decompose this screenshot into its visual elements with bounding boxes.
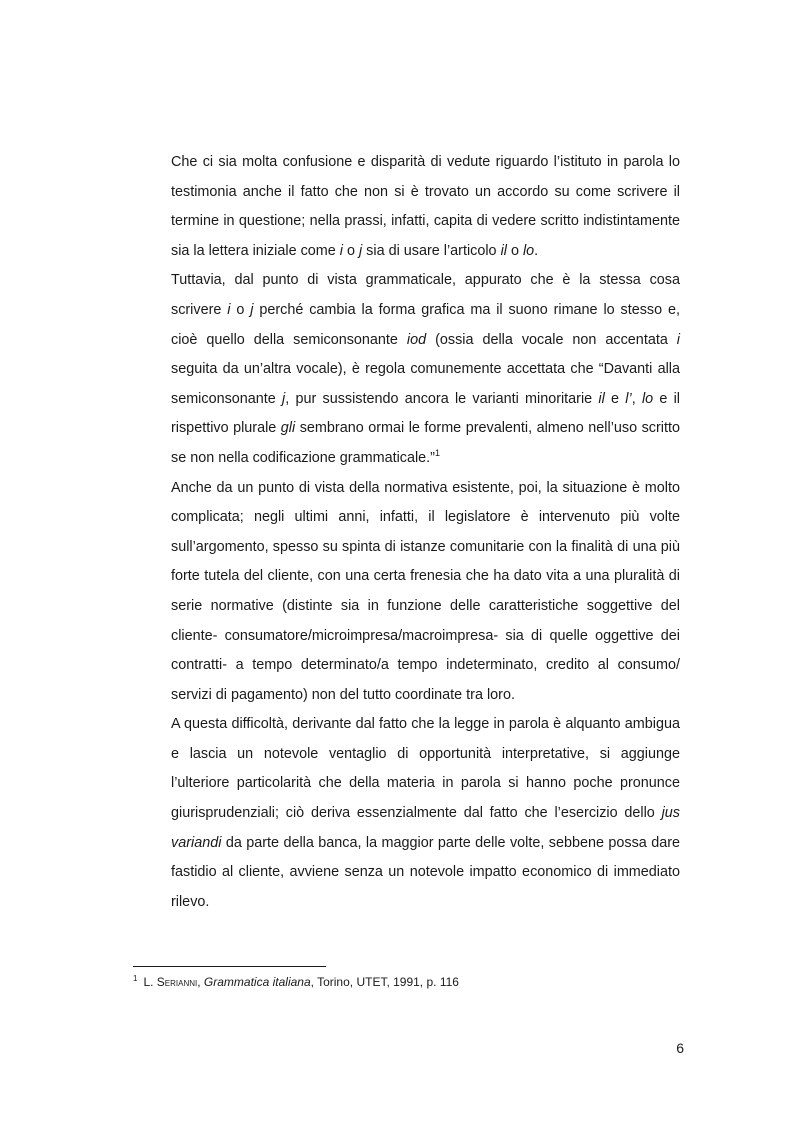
footnote-reference: 1 [434,447,440,458]
italic-term: i [339,242,343,259]
text-segment: o [342,242,359,259]
paragraph [171,710,680,917]
footnote-separator-comma: , [197,975,204,989]
italic-term: il [500,242,507,259]
text-segment: e il rispettivo plurale [171,390,681,437]
italic-term: j [250,301,254,318]
text-segment: Anche da un punto di vista della normativa esistente, poi, la situazione è molto complicata; negli ultimi anni, infatti, il legislatore è intervenuto più volte sull’argomento, spesso su spinta di istanze comunitarie con la finalità di una più forte tutela del cliente, con una certa frenesia che ha dato vita a una pluralità di serie normative (distinte sia in funzione delle caratteristiche soggettive del cliente- consumatore/microimpresa/macroimpresa- sia di quelle oggettive dei contratti- a tempo determinato/a tempo indeterminato, credito al consumo/ servizi di pagamento) non del tutto coordinate tra loro. [171,479,680,703]
text-segment: da parte della banca, la maggior parte delle volte, sebbene possa dare fastidio al cliente, avviene senza un notevole impatto economico di immediato rilevo. [171,834,680,910]
footnote-author-surname: Serianni [156,975,198,989]
footnote-separator [133,966,326,967]
text-segment: , pur sussistendo ancora le varianti minoritarie [285,390,599,407]
italic-term: lo [641,390,654,407]
footnote-details: , Torino, UTET, 1991, p. 116 [310,975,459,989]
italic-term: i [227,301,231,318]
text-segment: , [631,390,642,407]
italic-term: iod [406,331,427,348]
text-segment: sembrano ormai le forme prevalenti, almeno nell’uso scritto se non nella codificazione grammaticale.” [171,420,680,466]
text-segment: Che ci sia molta confusione e disparità di vedute riguardo l’istituto in parola lo testimonia anche il fatto che non si è trovato un accordo su come scrivere il termine in questione; nella prassi, infatti, capita di vedere scritto indistintamente sia la lettera iniziale come [171,154,680,259]
italic-term: j [358,242,363,259]
text-segment: sia di usare l’articolo [362,242,501,259]
italic-term: lo [522,242,535,259]
italic-term: l’ [625,390,632,407]
paragraph [171,474,680,711]
text-segment: (ossia della vocale non accentata [426,331,677,348]
text-segment: o [230,301,251,318]
paragraph [171,148,680,266]
italic-term: il [598,390,605,407]
italic-term: j [282,390,286,407]
footnote-number: 1 [133,974,138,983]
text-segment: o [506,242,523,259]
footnote [133,973,693,991]
text-segment: perché cambia la forma grafica ma il suono rimane lo stesso e, cioè quello della semiconsonante [171,301,681,348]
text-segment: . [534,242,539,259]
body-text [171,148,680,917]
italic-term: jus variandi [171,805,680,851]
text-segment: e [604,390,626,407]
italic-term: i [676,331,680,348]
italic-term: gli [280,420,296,437]
text-segment: A questa difficoltà, derivante dal fatto che la legge in parola è alquanto ambigua e lascia un notevole ventaglio di opportunità interpretative, si aggiunge l’ulteriore particolarità che della materia in parola si hanno poche pronunce giurisprudenziali; ciò deriva essenzialmente dal fatto che l’esercizio dello [171,716,680,822]
footnote-author-initial: L. [143,975,157,989]
text-segment: seguita da un’altra vocale), è regola comunemente accettata che “Davanti alla semiconsonante [171,361,680,407]
page-number: 6 [676,1040,684,1056]
footnote-title: Grammatica italiana [203,975,311,989]
text-segment: Tuttavia, dal punto di vista grammaticale, appurato che è la stessa cosa scrivere [171,272,680,318]
paragraph [171,266,680,473]
